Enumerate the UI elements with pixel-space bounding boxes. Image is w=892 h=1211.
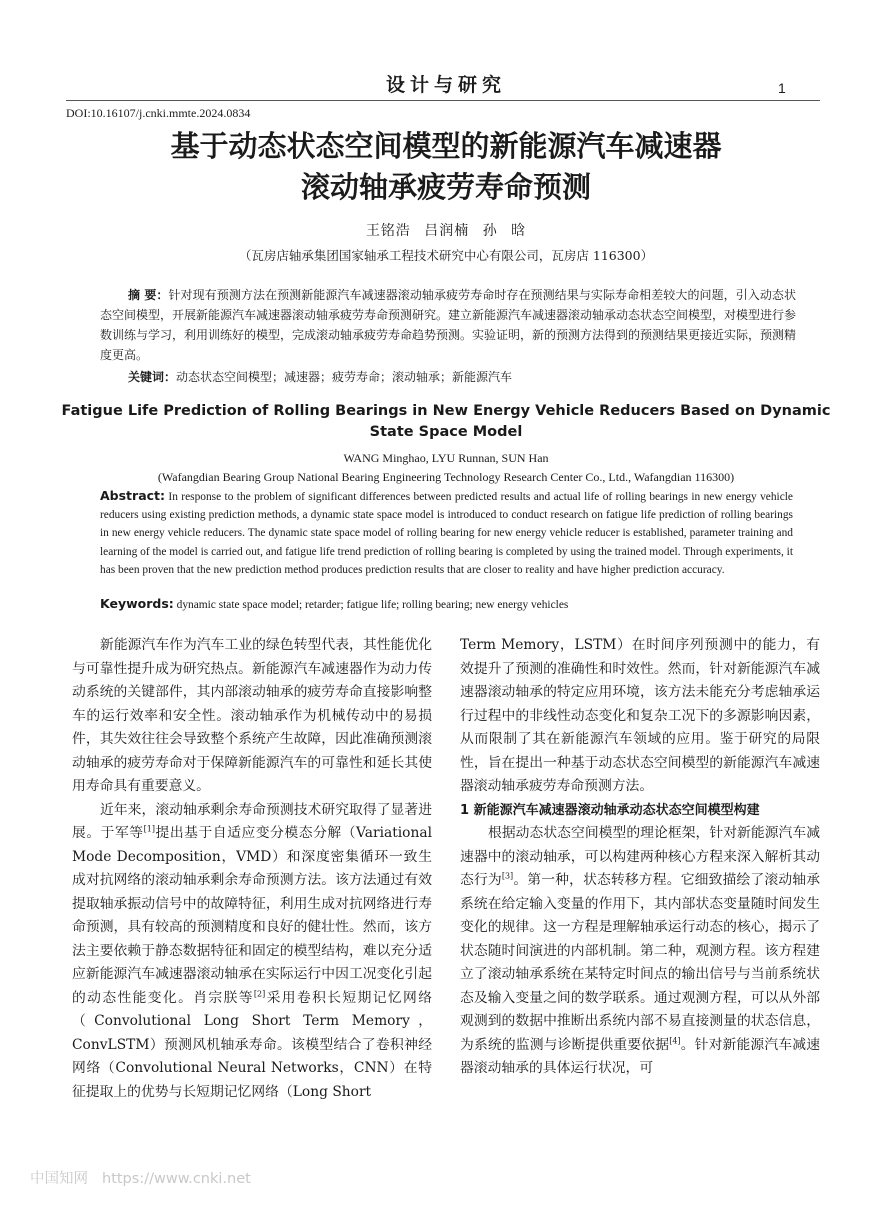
citation-ref: [4] xyxy=(669,1035,681,1045)
page-number: 1 xyxy=(778,80,786,96)
citation-ref: [3] xyxy=(501,871,514,881)
body-text: 采用卷积长短期记忆网络（Convolutional Long Short Term Memory，ConvLSTM）预测风机轴承寿命。该模型结合了卷积神经网络（Convolutional Neural Networks，CNN）在特征提取上的优势与长短期记忆网络（Long Short xyxy=(72,989,433,1100)
abstract-chinese xyxy=(100,285,796,365)
keywords-chinese-label: 关键词： xyxy=(128,370,177,384)
abstract-english xyxy=(100,487,793,579)
body-text: 近年来，滚动轴承剩余寿命预测技术研究取得了显著进展。于军等 xyxy=(72,801,432,841)
body-paragraph: 新能源汽车作为汽车工业的绿色转型代表，其性能优化与可靠性提升成为研究热点。新能源汽车减速器作为动力传动系统的关键部件，其内部滚动轴承的疲劳寿命直接影响整车的运行效率和安全性。滚动轴承作为机械传动中的易损件，其失效往往会导致整个系统产生故障，因此准确预测滚动轴承的疲劳寿命对于保障新能源汽车的可靠性和延长其使用寿命具有重要意义。 xyxy=(72,637,432,794)
footer-site-name: 中国知网 xyxy=(30,1171,88,1187)
body-text: 。第一种，状态转移方程。它细致描绘了滚动轴承系统在给定输入变量的作用下，其内部状态变量随时间发生变化的规律。这一方程是理解轴承运行动态的核心，揭示了状态随时间演进的内部机制。第二种，观测方程。该方程建立了滚动轴承系统在某特定时间点的输出信号与当前系统状态及输入变量之间的数学联系。通过观测方程，可以从外部观测到的数据中推断出系统内部不易直接测量的状态信息，为系统的监测与诊断提供重要依据 xyxy=(460,872,821,1053)
abstract-english-text: In response to the problem of significant differences between predicted results and actual life of rolling bearings in new energy vehicle reducers using existing prediction methods, a dynamic state space model is introduced to conduct research on fatigue life prediction of rolling bearings in new energy vehicle reducers. The dynamic state space model of rolling bearing for new energy vehicle reducer is established, parameter training and learning of the model is carried out, and fatigue life trend prediction of rolling bearing is completed by using the trained model. Through experiments, it has been proven that the new prediction method produces prediction results that are closer to reality and have higher prediction accuracy. xyxy=(100,491,793,576)
authors-english: WANG Minghao, LYU Runnan, SUN Han xyxy=(343,451,549,465)
abstract-english-label: Abstract: xyxy=(100,488,166,503)
body-text: 根据动态状态空间模型的理论框架，针对新能源汽车减速器中的滚动轴承，可以构建两种核心方程来深入解析其动态行为 xyxy=(460,825,820,888)
header-divider xyxy=(66,100,820,101)
body-column-left xyxy=(72,634,432,1104)
title-chinese xyxy=(0,126,892,208)
title-english: Fatigue Life Prediction of Rolling Bearings in New Energy Vehicle Reducers Based on Dynamic State Space Model xyxy=(61,403,831,440)
title-chinese-line2: 滚动轴承疲劳寿命预测 xyxy=(300,170,591,204)
keywords-chinese-text: 动态状态空间模型；减速器；疲劳寿命；滚动轴承；新能源汽车 xyxy=(176,370,513,384)
affiliation-english: (Wafangdian Bearing Group National Bearing Engineering Technology Research Center Co., Ltd., Wafangdian 116300) xyxy=(157,470,735,484)
body-text: 。针对新能源汽车减速器滚动轴承的具体运行状况，可 xyxy=(460,1036,821,1076)
authors-chinese: 王铭浩 吕润楠 孙 晗 xyxy=(365,223,527,239)
doi: DOI:10.16107/j.cnki.mmte.2024.0834 xyxy=(66,106,251,120)
footer-watermark xyxy=(30,1167,265,1188)
body-paragraph xyxy=(72,799,432,1105)
body-paragraph: Term Memory，LSTM）在时间序列预测中的能力，有效提升了预测的准确性和时效性。然而，针对新能源汽车减速器滚动轴承的特定应用环境，该方法未能充分考虑轴承运行过程中的非线性动态变化和复杂工况下的多源影响因素，从而限制了其在新能源汽车领域的应用。鉴于研究的局限性，旨在提出一种基于动态状态空间模型的新能源汽车减速器滚动轴承疲劳寿命预测方法。 xyxy=(460,637,820,794)
keywords-chinese xyxy=(128,368,796,385)
affiliation-chinese: （瓦房店轴承集团国家轴承工程技术研究中心有限公司，瓦房店 116300） xyxy=(238,248,654,263)
abstract-chinese-text: 针对现有预测方法在预测新能源汽车减速器滚动轴承疲劳寿命时存在预测结果与实际寿命相差较大的问题，引入动态状态空间模型，开展新能源汽车减速器滚动轴承疲劳寿命预测研究。建立新能源汽车减速器滚动轴承动态状态空间模型，对模型进行参数训练与学习，利用训练好的模型，完成滚动轴承疲劳寿命趋势预测。实验证明，新的预测方法得到的预测结果更接近实际，预测精度更高。 xyxy=(100,288,797,362)
citation-ref: [2] xyxy=(253,988,266,998)
abstract-chinese-label: 摘 要： xyxy=(128,288,169,302)
citation-ref: [1] xyxy=(143,824,155,834)
keywords-english xyxy=(100,596,793,611)
footer-url: https://www.cnki.net xyxy=(102,1171,251,1187)
running-head: 设计与研究 xyxy=(385,74,506,96)
section-heading: 1 新能源汽车减速器滚动轴承动态状态空间模型构建 xyxy=(460,802,760,818)
body-paragraph xyxy=(460,822,820,1081)
body-text: 提出基于自适应变分模态分解（Variational Mode Decomposition，VMD）和深度密集循环一致生成对抗网络的滚动轴承剩余寿命预测方法。该方法通过有效提取轴承振动信号中的故障特征，利用生成对抗网络进行寿命预测，具有较高的预测精度和良好的健壮性。然而，该方法主要依赖于静态数据特征和固定的模型结构，难以充分适应新能源汽车减速器滚动轴承在实际运行中因工况变化引起的动态性能变化。肖宗朕等 xyxy=(72,825,432,1006)
keywords-english-text: dynamic state space model; retarder; fatigue life; rolling bearing; new energy vehicles xyxy=(176,599,569,611)
body-column-right xyxy=(460,634,820,1081)
keywords-english-label: Keywords: xyxy=(100,596,174,611)
title-chinese-line1: 基于动态状态空间模型的新能源汽车减速器 xyxy=(170,129,722,163)
